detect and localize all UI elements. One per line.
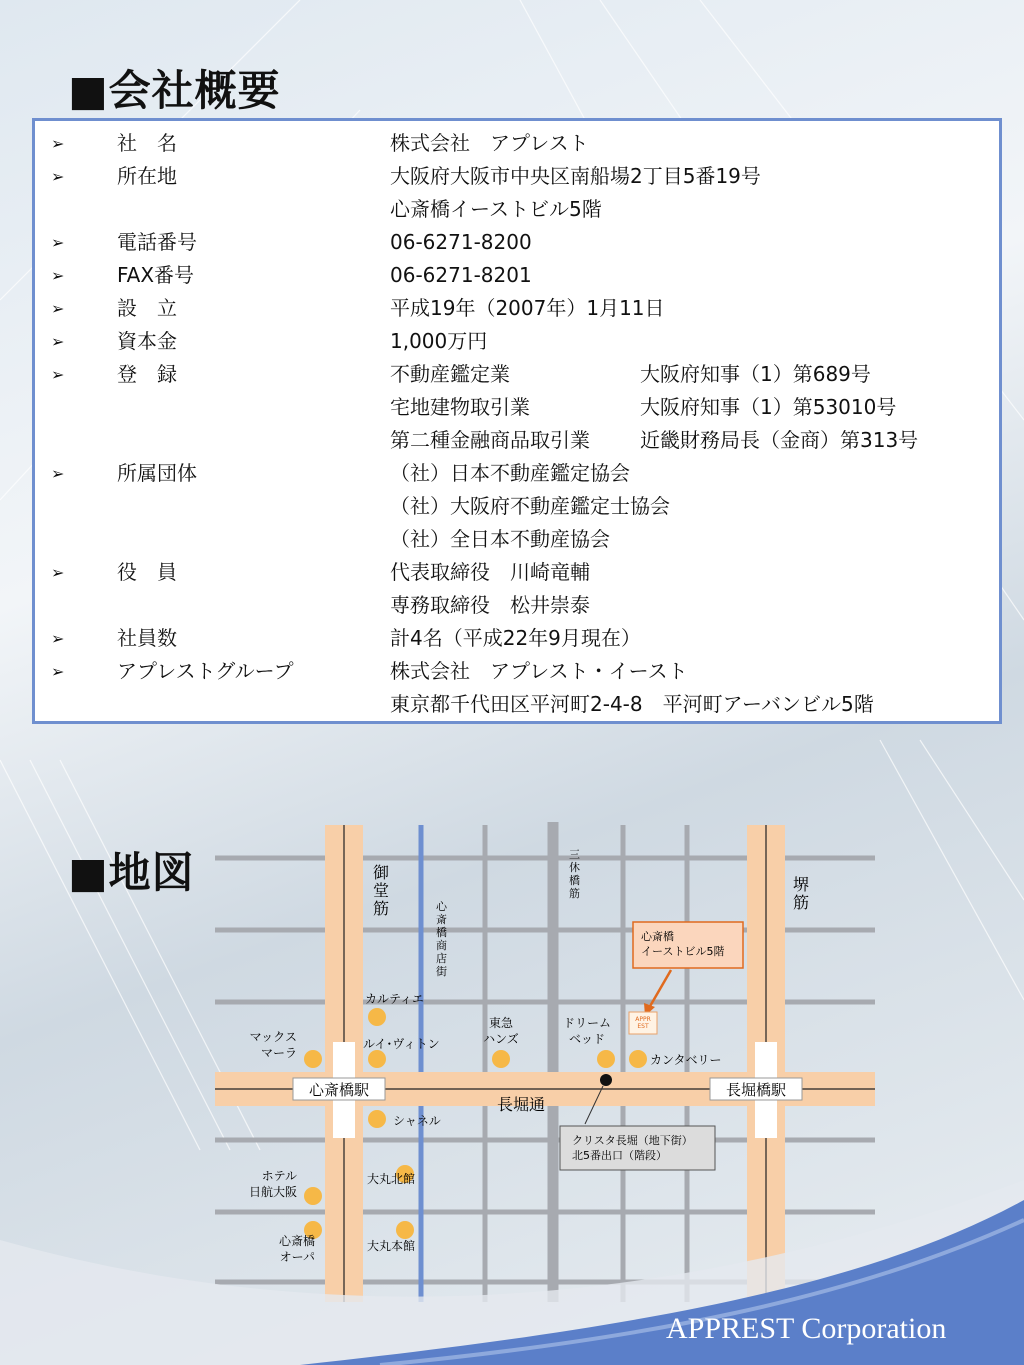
bullet-icon: ➢ (51, 629, 65, 648)
station-shinsaibashi: 心斎橋駅 (308, 1081, 370, 1099)
info-value: 東京都千代田区平河町2-4-8 平河町アーバンビル5階 (390, 692, 874, 716)
info-value: 大阪府大阪市中央区南船場2丁目5番19号 (390, 164, 761, 188)
info-row (35, 259, 999, 292)
bullet-icon: ➢ (51, 299, 65, 318)
info-row (35, 226, 999, 259)
info-value-secondary: 近畿財務局長（金商）第313号 (640, 428, 919, 452)
info-row (35, 490, 999, 523)
shotengai-label: 心斎橋商店街 (436, 900, 447, 978)
info-value: 第二種金融商品取引業 (390, 428, 590, 452)
info-row (35, 589, 999, 622)
corporation-name: APPREST Corporation (666, 1312, 947, 1345)
info-label: FAX番号 (117, 263, 195, 287)
info-value: 不動産鑑定業 (390, 362, 510, 386)
info-value: 代表取締役 川崎竜輔 (390, 560, 590, 584)
info-value: 平成19年（2007年）1月11日 (390, 296, 665, 320)
info-value: 株式会社 アプレスト・イースト (390, 659, 688, 683)
bullet-icon: ➢ (51, 332, 65, 351)
bullet-icon: ➢ (51, 233, 65, 252)
info-value: （社）日本不動産鑑定協会 (390, 461, 630, 485)
info-label: 所在地 (117, 164, 177, 188)
bullet-icon: ➢ (51, 134, 65, 153)
cartier-label: カルティエ (365, 992, 425, 1006)
info-label: 登 録 (117, 362, 177, 386)
station-nagahoribashi: 長堀橋駅 (725, 1081, 787, 1099)
tokyu-hands-label: 東急ハンズ (483, 1016, 519, 1046)
info-value: 宅地建物取引業 (390, 395, 530, 419)
info-row (35, 556, 999, 589)
info-value-secondary: 大阪府知事（1）第53010号 (640, 395, 897, 419)
daimaru-north-label: 大丸北館 (367, 1172, 416, 1186)
info-value: （社）全日本不動産協会 (390, 527, 610, 551)
info-row (35, 127, 999, 160)
map-heading: ■地図 (68, 848, 195, 897)
info-label: 資本金 (117, 329, 177, 353)
info-value: 計4名（平成22年9月現在） (390, 626, 641, 650)
info-value: 心斎橋イーストビル5階 (390, 197, 602, 221)
info-label: 社 名 (117, 131, 177, 155)
maxmara-label: マックスマーラ (249, 1030, 297, 1060)
info-value: 株式会社 アプレスト (390, 131, 589, 155)
info-row (35, 193, 999, 226)
info-label: 社員数 (117, 626, 177, 650)
bullet-icon: ➢ (51, 266, 65, 285)
info-row (35, 688, 999, 721)
bullet-icon: ➢ (51, 167, 65, 186)
exit-callout-text: クリスタ長堀（地下街）北5番出口（階段） (572, 1134, 693, 1162)
info-label: 設 立 (117, 296, 177, 320)
info-value: 専務取締役 松井崇泰 (390, 593, 590, 617)
chanel-label: シャネル (393, 1114, 441, 1128)
info-row (35, 391, 999, 424)
info-value: 1,000万円 (390, 329, 488, 353)
midosuji-label: 御堂筋 (373, 863, 390, 918)
info-value-secondary: 大阪府知事（1）第689号 (640, 362, 871, 386)
hotel-nikko-label: ホテル日航大阪 (248, 1169, 297, 1199)
info-row (35, 622, 999, 655)
vuitton-label: ルイ･ヴィトン (363, 1037, 440, 1051)
info-value: 06-6271-8201 (390, 263, 532, 287)
sakaisuji-label: 堺筋 (793, 875, 810, 912)
company-overview-heading: ■会社概要 (68, 66, 281, 115)
canterbury-label: カンタベリー (650, 1053, 722, 1067)
building-callout-text: 心斎橋イーストビル5階 (641, 930, 725, 958)
info-row (35, 292, 999, 325)
info-value: 06-6271-8200 (390, 230, 532, 254)
bullet-icon: ➢ (51, 365, 65, 384)
bullet-icon: ➢ (51, 662, 65, 681)
info-label: アプレストグループ (117, 659, 294, 683)
info-row (35, 424, 999, 457)
info-row (35, 325, 999, 358)
mitsuhashi-label: 三休橋筋 (569, 848, 580, 900)
info-row (35, 457, 999, 490)
dream-bed-label: ドリームベッド (562, 1016, 612, 1046)
nagahori-street-label: 長堀通 (496, 1095, 546, 1114)
info-label: 所属団体 (117, 461, 197, 485)
bullet-icon: ➢ (51, 464, 65, 483)
info-row (35, 358, 999, 391)
opa-label: 心斎橋オーパ (278, 1234, 315, 1264)
info-value: （社）大阪府不動産鑑定士協会 (390, 494, 670, 518)
company-info-panel (32, 118, 1002, 724)
svg-text:APPREST: APPR EST (635, 1016, 651, 1030)
daimaru-main-label: 大丸本館 (367, 1239, 416, 1253)
exit-callout (560, 1126, 715, 1170)
info-row (35, 655, 999, 688)
info-label: 電話番号 (117, 230, 197, 254)
exit-marker (600, 1074, 612, 1086)
bullet-icon: ➢ (51, 563, 65, 582)
info-row (35, 160, 999, 193)
info-row (35, 523, 999, 556)
info-label: 役 員 (117, 560, 177, 584)
